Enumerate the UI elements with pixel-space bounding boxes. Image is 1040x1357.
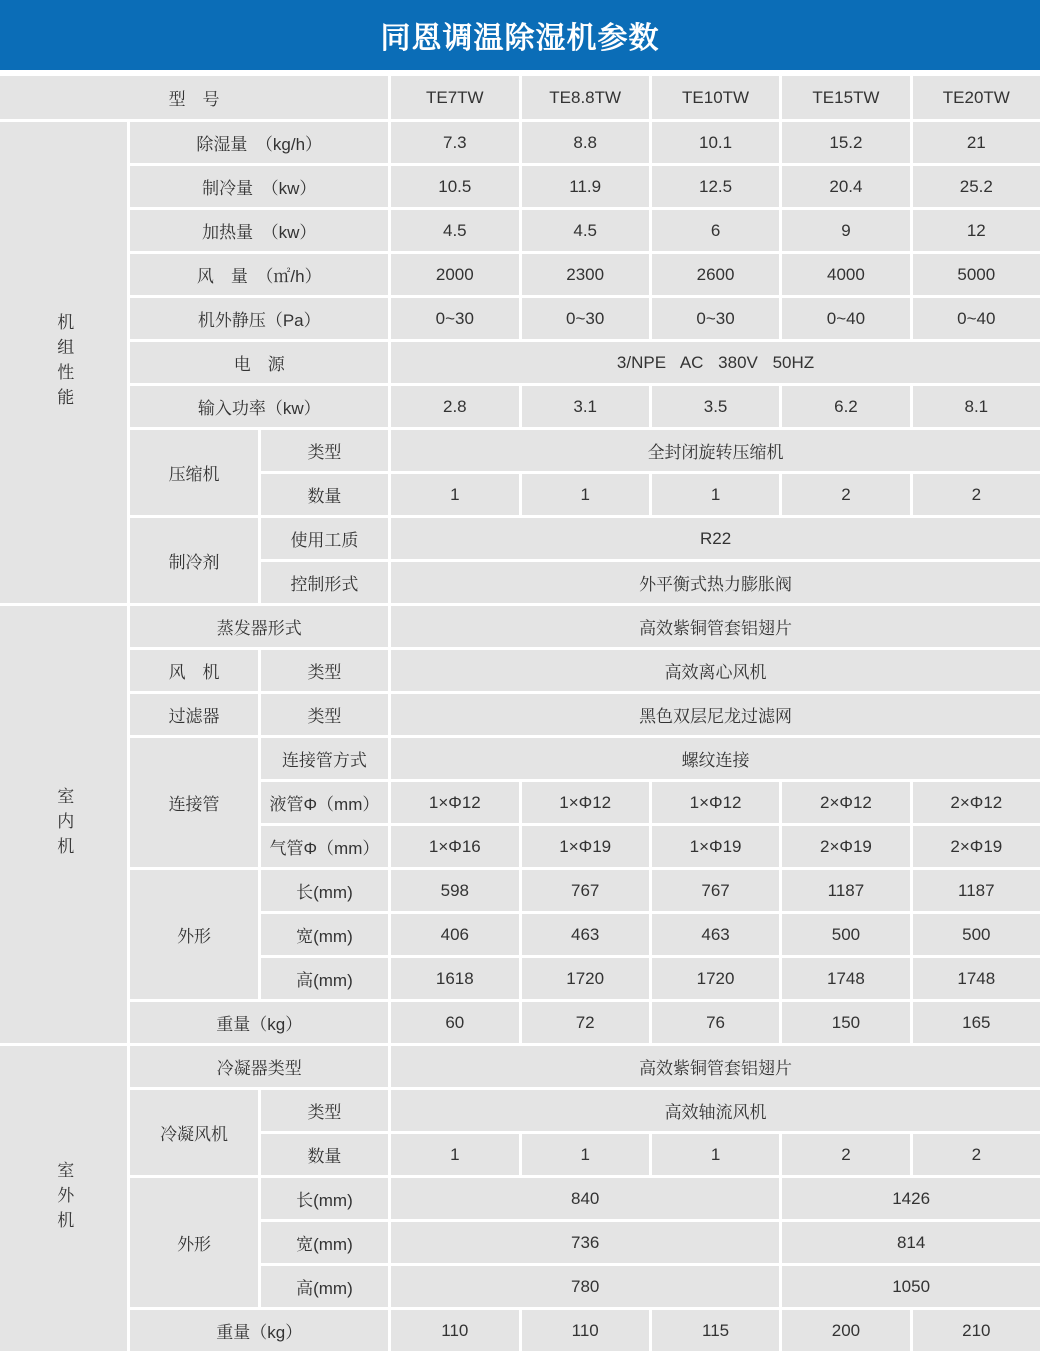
outdoor-weight-row (0, 1310, 1040, 1351)
model-name: TE15TW (782, 76, 909, 119)
value-cell-merged: R22 (391, 518, 1040, 559)
value-cell: 7.3 (391, 122, 518, 163)
value-cell: 110 (391, 1310, 518, 1351)
title-bar (0, 0, 1040, 70)
heating-row (0, 210, 1040, 251)
indoor-weight-row (0, 1002, 1040, 1043)
value-cell: 200 (782, 1310, 909, 1351)
spec-table-wrap (0, 73, 1040, 1354)
value-cell: 0~30 (522, 298, 649, 339)
value-cell: 2 (913, 1134, 1040, 1175)
piping-method-row (0, 738, 1040, 779)
label-cell: 重量（kg） (130, 1310, 388, 1351)
value-cell: 12 (913, 210, 1040, 251)
value-cell: 3.1 (522, 386, 649, 427)
value-cell: 25.2 (913, 166, 1040, 207)
value-cell: 210 (913, 1310, 1040, 1351)
model-name: TE7TW (391, 76, 518, 119)
value-cell-merged: 1050 (782, 1266, 1040, 1307)
input-power-row (0, 386, 1040, 427)
model-row (0, 76, 1040, 119)
value-cell: 0~40 (782, 298, 909, 339)
cooling-row (0, 166, 1040, 207)
label-cell: 气管Φ（mm） (261, 826, 388, 867)
label-cell: 类型 (261, 694, 388, 735)
label-cell: 蒸发器形式 (130, 606, 388, 647)
value-cell: 4.5 (391, 210, 518, 251)
section-strip-unit-performance (0, 122, 127, 603)
value-cell: 500 (913, 914, 1040, 955)
label-cell: 类型 (261, 430, 388, 471)
label-cell: 控制形式 (261, 562, 388, 603)
label-cell: 数量 (261, 474, 388, 515)
label-cell: 连接管方式 (261, 738, 388, 779)
value-cell: 767 (652, 870, 779, 911)
value-cell: 1×Φ12 (652, 782, 779, 823)
value-cell: 1×Φ12 (522, 782, 649, 823)
dehumidify-row (0, 122, 1040, 163)
outdoor-length-row (0, 1178, 1040, 1219)
value-cell: 2×Φ19 (913, 826, 1040, 867)
value-cell: 2×Φ12 (782, 782, 909, 823)
value-cell: 2 (782, 1134, 909, 1175)
value-cell: 1 (391, 1134, 518, 1175)
value-cell: 21 (913, 122, 1040, 163)
label-cell: 高(mm) (261, 958, 388, 999)
section-label: 室内机 (54, 787, 74, 862)
value-cell: 1720 (652, 958, 779, 999)
value-cell: 2×Φ12 (913, 782, 1040, 823)
value-cell: 2300 (522, 254, 649, 295)
compressor-type-row (0, 430, 1040, 471)
value-cell: 0~30 (391, 298, 518, 339)
value-cell: 1720 (522, 958, 649, 999)
airflow-row (0, 254, 1040, 295)
label-cell: 宽(mm) (261, 1222, 388, 1263)
value-cell: 76 (652, 1002, 779, 1043)
value-cell: 11.9 (522, 166, 649, 207)
value-cell: 2×Φ19 (782, 826, 909, 867)
section-strip-indoor-unit (0, 606, 127, 1043)
value-cell: 6 (652, 210, 779, 251)
value-cell-merged: 螺纹连接 (391, 738, 1040, 779)
refrigerant-medium-row (0, 518, 1040, 559)
value-cell: 165 (913, 1002, 1040, 1043)
value-cell-merged: 高效紫铜管套铝翅片 (391, 606, 1040, 647)
group-label-refrigerant: 制冷剂 (130, 518, 257, 603)
value-cell: 15.2 (782, 122, 909, 163)
value-cell: 150 (782, 1002, 909, 1043)
value-cell: 1×Φ12 (391, 782, 518, 823)
group-label-dimensions: 外形 (130, 1178, 257, 1307)
value-cell: 1 (652, 474, 779, 515)
value-cell: 463 (522, 914, 649, 955)
value-cell: 2.8 (391, 386, 518, 427)
value-cell: 2 (913, 474, 1040, 515)
value-cell: 598 (391, 870, 518, 911)
label-cell: 宽(mm) (261, 914, 388, 955)
group-label-piping: 连接管 (130, 738, 257, 867)
value-cell: 4.5 (522, 210, 649, 251)
value-cell-merged: 全封闭旋转压缩机 (391, 430, 1040, 471)
label-cell: 输入功率（kw） (130, 386, 388, 427)
value-cell-merged: 814 (782, 1222, 1040, 1263)
value-cell: 1187 (913, 870, 1040, 911)
value-cell: 406 (391, 914, 518, 955)
label-cell: 除湿量 （kg/h） (130, 122, 388, 163)
value-cell: 8.8 (522, 122, 649, 163)
static-pressure-row (0, 298, 1040, 339)
value-cell-merged: 高效轴流风机 (391, 1090, 1040, 1131)
value-cell: 463 (652, 914, 779, 955)
label-cell: 类型 (261, 1090, 388, 1131)
value-cell-merged: 黑色双层尼龙过滤网 (391, 694, 1040, 735)
label-cell: 制冷量 （kw） (130, 166, 388, 207)
label-cell: 电 源 (130, 342, 388, 383)
page-title: 同恩调温除湿机参数 (380, 22, 660, 55)
value-cell: 0~30 (652, 298, 779, 339)
spec-table (0, 73, 1040, 1354)
label-cell: 长(mm) (261, 1178, 388, 1219)
group-label-compressor: 压缩机 (130, 430, 257, 515)
evaporator-row (0, 606, 1040, 647)
value-cell-merged: 外平衡式热力膨胀阀 (391, 562, 1040, 603)
value-cell: 2000 (391, 254, 518, 295)
value-cell: 1748 (782, 958, 909, 999)
value-cell: 8.1 (913, 386, 1040, 427)
value-cell: 60 (391, 1002, 518, 1043)
value-cell: 6.2 (782, 386, 909, 427)
label-cell: 使用工质 (261, 518, 388, 559)
value-cell: 110 (522, 1310, 649, 1351)
value-cell-merged: 3/NPE AC 380V 50HZ (391, 342, 1040, 383)
label-cell: 数量 (261, 1134, 388, 1175)
condenser-fan-type-row (0, 1090, 1040, 1131)
value-cell: 9 (782, 210, 909, 251)
indoor-fan-row (0, 650, 1040, 691)
indoor-length-row (0, 870, 1040, 911)
value-cell: 1×Φ19 (522, 826, 649, 867)
value-cell: 4000 (782, 254, 909, 295)
label-cell: 机外静压（Pa） (130, 298, 388, 339)
value-cell-merged: 780 (391, 1266, 779, 1307)
label-cell: 高(mm) (261, 1266, 388, 1307)
value-cell: 1 (522, 1134, 649, 1175)
section-label: 机组性能 (54, 312, 74, 413)
label-cell: 加热量 （kw） (130, 210, 388, 251)
group-label-dimensions: 外形 (130, 870, 257, 999)
model-row-label: 型 号 (0, 76, 388, 119)
label-cell: 液管Φ（mm） (261, 782, 388, 823)
model-name: TE10TW (652, 76, 779, 119)
value-cell-merged: 736 (391, 1222, 779, 1263)
value-cell: 1618 (391, 958, 518, 999)
label-cell: 类型 (261, 650, 388, 691)
section-strip-outdoor-unit (0, 1046, 127, 1351)
value-cell: 1187 (782, 870, 909, 911)
value-cell: 3.5 (652, 386, 779, 427)
group-label-fan: 风 机 (130, 650, 257, 691)
value-cell-merged: 1426 (782, 1178, 1040, 1219)
value-cell: 0~40 (913, 298, 1040, 339)
group-label-filter: 过滤器 (130, 694, 257, 735)
value-cell-merged: 840 (391, 1178, 779, 1219)
model-name: TE8.8TW (522, 76, 649, 119)
value-cell: 1 (391, 474, 518, 515)
value-cell: 2 (782, 474, 909, 515)
label-cell: 重量（kg） (130, 1002, 388, 1043)
value-cell: 1 (652, 1134, 779, 1175)
value-cell: 500 (782, 914, 909, 955)
section-label: 室外机 (54, 1161, 74, 1236)
value-cell: 1 (522, 474, 649, 515)
model-name: TE20TW (913, 76, 1040, 119)
value-cell: 12.5 (652, 166, 779, 207)
value-cell: 767 (522, 870, 649, 911)
value-cell-merged: 高效离心风机 (391, 650, 1040, 691)
value-cell: 20.4 (782, 166, 909, 207)
value-cell-merged: 高效紫铜管套铝翅片 (391, 1046, 1040, 1087)
condenser-row (0, 1046, 1040, 1087)
value-cell: 1×Φ19 (652, 826, 779, 867)
filter-row (0, 694, 1040, 735)
value-cell: 1748 (913, 958, 1040, 999)
value-cell: 115 (652, 1310, 779, 1351)
label-cell: 冷凝器类型 (130, 1046, 388, 1087)
value-cell: 2600 (652, 254, 779, 295)
power-supply-row (0, 342, 1040, 383)
value-cell: 10.1 (652, 122, 779, 163)
group-label-condenser-fan: 冷凝风机 (130, 1090, 257, 1175)
value-cell: 10.5 (391, 166, 518, 207)
label-cell: 长(mm) (261, 870, 388, 911)
value-cell: 1×Φ16 (391, 826, 518, 867)
label-cell: 风 量 （㎡/h） (130, 254, 388, 295)
value-cell: 72 (522, 1002, 649, 1043)
value-cell: 5000 (913, 254, 1040, 295)
